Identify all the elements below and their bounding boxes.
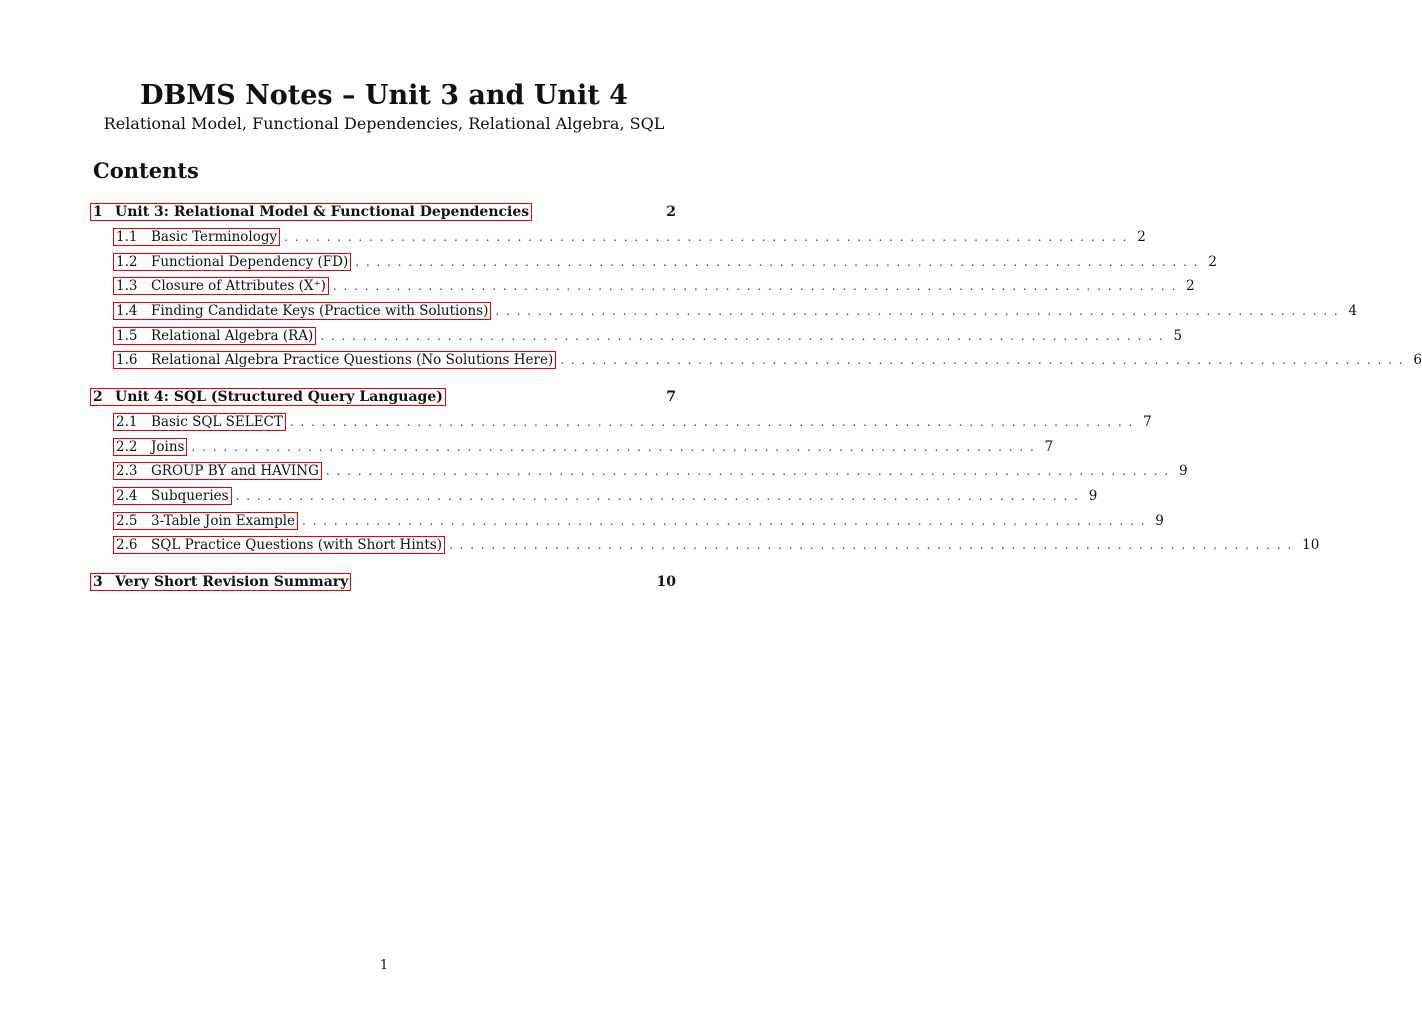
- toc-subsection-row: [90, 299, 1358, 324]
- toc-subsection-page: 9: [1179, 463, 1188, 480]
- toc-subsection-link[interactable]: [113, 302, 491, 320]
- toc-subsection-row: [90, 508, 1164, 533]
- toc-leader: ................................................................................: [560, 353, 1410, 368]
- toc-subsection-page: 2: [1186, 278, 1195, 295]
- toc-subsection-page: 9: [1155, 512, 1164, 529]
- toc-subsection-link[interactable]: [113, 327, 316, 345]
- toc-subsection-page: 6: [1413, 352, 1422, 369]
- toc-section-row: [90, 385, 676, 410]
- toc-subsection-title: SQL Practice Questions (with Short Hints): [151, 537, 442, 554]
- toc-subsection-number: 2.3: [116, 463, 138, 480]
- toc-subsection-page: 4: [1348, 303, 1358, 320]
- toc-subsection-number: 1.6: [116, 352, 138, 369]
- toc-subsection-title: Relational Algebra Practice Questions (No Solutions Here): [151, 352, 554, 369]
- toc-subsection-link[interactable]: [113, 487, 232, 505]
- toc-subsection-row: [90, 434, 1054, 459]
- toc-subsection-title: Relational Algebra (RA): [151, 327, 314, 344]
- toc-section-link[interactable]: [90, 388, 446, 406]
- document-subtitle: Relational Model, Functional Dependencies, Relational Algebra, SQL: [103, 114, 665, 133]
- toc-leader: ................................................................................: [332, 279, 1183, 294]
- toc-subsection-number: 2.6: [116, 537, 138, 554]
- toc-section-title: Unit 4: SQL (Structured Query Language): [115, 389, 443, 406]
- toc-section-number: 1: [93, 204, 103, 221]
- toc-subsection-number: 1.3: [116, 278, 138, 295]
- toc-subsection-number: 1.5: [116, 327, 138, 344]
- toc-leader: ................................................................................: [495, 304, 1345, 319]
- toc-subsection-number: 2.1: [116, 413, 138, 430]
- toc-subsection-link[interactable]: [113, 351, 556, 369]
- toc-subsection-row: [90, 348, 1422, 373]
- toc-subsection-link[interactable]: [113, 438, 187, 456]
- toc-leader: ................................................................................: [284, 230, 1134, 245]
- toc-subsection-link[interactable]: [113, 462, 322, 480]
- toc-section-page: 2: [666, 204, 676, 221]
- toc-section-link[interactable]: [90, 203, 532, 221]
- toc-subsection-page: 9: [1088, 487, 1098, 504]
- contents-heading: Contents: [93, 158, 199, 183]
- toc-section-number: 2: [93, 389, 103, 406]
- toc-subsection-number: 1.4: [116, 303, 138, 320]
- toc-leader: ................................................................................: [191, 439, 1041, 454]
- toc-subsection-row: [90, 484, 1098, 509]
- toc-subsection-page: 10: [1302, 537, 1320, 554]
- toc-subsection-link[interactable]: [113, 253, 351, 271]
- toc-leader: ................................................................................: [355, 254, 1205, 269]
- toc-subsection-title: Functional Dependency (FD): [151, 253, 349, 270]
- toc-subsection-link[interactable]: [113, 277, 329, 295]
- toc-subsection-number: 2.2: [116, 438, 138, 455]
- toc-subsection-link[interactable]: [113, 512, 298, 530]
- page-number: 1: [379, 958, 389, 973]
- toc-subsection-title: Basic Terminology: [151, 229, 278, 246]
- toc-subsection-title: Subqueries: [151, 487, 229, 504]
- toc-section-page: 10: [656, 573, 676, 590]
- toc-leader: ................................................................................: [302, 513, 1152, 528]
- toc-subsection-page: 7: [1143, 413, 1152, 430]
- toc-subsection-row: [90, 459, 1188, 484]
- toc-subsection-link[interactable]: [113, 536, 445, 554]
- toc-subsection-link[interactable]: [113, 413, 286, 431]
- toc-leader: ................................................................................: [320, 328, 1170, 343]
- toc-subsection-page: 5: [1173, 327, 1183, 344]
- toc-subsection-link[interactable]: [113, 228, 280, 246]
- toc-subsection-row: [90, 249, 1217, 274]
- toc-subsection-page: 7: [1044, 438, 1054, 455]
- toc-leader: ................................................................................: [289, 414, 1140, 429]
- toc-subsection-row: [90, 274, 1195, 299]
- toc-section-title: Unit 3: Relational Model & Functional Dependencies: [115, 204, 530, 221]
- toc-section-block: [90, 200, 1422, 373]
- toc-subsection-number: 2.4: [116, 487, 138, 504]
- toc-subsection-row: [90, 410, 1152, 435]
- toc-subsection-row: [90, 323, 1183, 348]
- toc-leader: ................................................................................: [235, 488, 1085, 503]
- toc-subsection-number: 1.2: [116, 253, 138, 270]
- toc-subsection-page: 2: [1137, 229, 1146, 246]
- toc-leader: ................................................................................: [448, 538, 1299, 553]
- toc-subsection-row: [90, 225, 1146, 250]
- toc-section-page: 7: [666, 389, 676, 406]
- toc-subsection-title: Basic SQL SELECT: [151, 413, 283, 430]
- toc-leader: ................................................................................: [325, 464, 1176, 479]
- table-of-contents: [90, 200, 1422, 606]
- document-title: DBMS Notes – Unit 3 and Unit 4: [140, 80, 628, 111]
- toc-subsection-title: Closure of Attributes (X⁺): [151, 278, 326, 295]
- toc-subsection-title: Finding Candidate Keys (Practice with Solutions): [151, 303, 489, 320]
- toc-section-block: [90, 570, 676, 595]
- toc-subsection-number: 1.1: [116, 229, 138, 246]
- toc-section-number: 3: [93, 573, 103, 590]
- toc-subsection-title: Joins: [151, 438, 185, 455]
- toc-section-link[interactable]: [90, 573, 351, 591]
- toc-subsection-page: 2: [1208, 253, 1217, 270]
- toc-section-row: [90, 200, 676, 225]
- toc-subsection-title: 3-Table Join Example: [151, 512, 296, 529]
- toc-subsection-number: 2.5: [116, 512, 138, 529]
- toc-section-block: [90, 385, 1320, 558]
- toc-subsection-row: [90, 533, 1320, 558]
- toc-section-row: [90, 570, 676, 595]
- toc-section-title: Very Short Revision Summary: [115, 573, 349, 590]
- toc-subsection-title: GROUP BY and HAVING: [151, 463, 319, 480]
